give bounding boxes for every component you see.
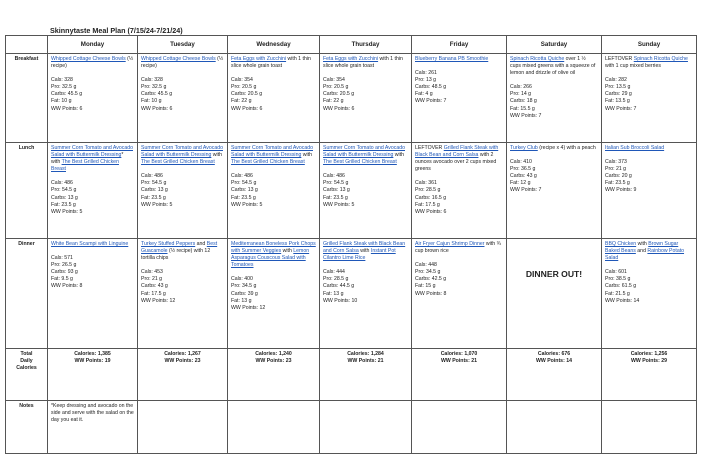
nutrition-line: Fat: 10 g [51, 98, 72, 105]
daily-ww-points: WW Points: 23 [255, 358, 292, 365]
notes-cell [320, 401, 412, 454]
nutrition-line: Carbs: 48.5 g [415, 84, 447, 91]
meal-note: with ¾ cup brown rice [415, 241, 501, 255]
nutrition-line: Cals: 354 [323, 77, 345, 84]
nutrition-line: WW Points: 10 [323, 297, 358, 304]
nutrition-line: Fat: 13 g [323, 290, 344, 297]
daily-total-cell [507, 349, 602, 401]
meal-note: with [358, 248, 371, 255]
nutrition-line: Pro: 54.5 g [141, 180, 167, 187]
nutrition-line: Pro: 36.5 g [510, 166, 536, 173]
recipe-link[interactable]: Spinach Ricotta Quiche [633, 56, 688, 62]
meal-note: with 1 thin slice whole grain toast [323, 56, 403, 70]
nutrition-line: Carbs: 13 g [141, 187, 168, 194]
spacer [141, 166, 224, 173]
nutrition-line: Fat: 23.5 g [605, 180, 630, 187]
nutrition-line: Carbs: 13 g [323, 187, 350, 194]
spacer [510, 152, 598, 159]
nutrition-line: Cals: 486 [231, 173, 253, 180]
notes-cell [412, 401, 507, 454]
recipe-link[interactable]: Turkey Stuffed Peppers [141, 241, 196, 247]
nutrition-line: Cals: 486 [323, 173, 345, 180]
lunch-cell [320, 143, 412, 239]
meal-note: with [393, 152, 405, 159]
meal-description [231, 241, 316, 269]
breakfast-cell [602, 54, 697, 143]
nutrition-line: Pro: 28.5 g [323, 276, 349, 283]
meal-description [231, 56, 316, 70]
recipe-link[interactable]: Italian Sub Broccoli Salad [605, 145, 665, 151]
spacer [510, 77, 598, 84]
notes-row [6, 401, 697, 454]
dinner-cell [228, 239, 320, 349]
daily-calories: Calories: 1,256 [630, 351, 668, 357]
breakfast-cell [48, 54, 138, 143]
nutrition-line: Cals: 410 [510, 159, 532, 166]
nutrition-line: WW Points: 6 [415, 208, 447, 215]
daily-ww-points: WW Points: 23 [164, 358, 201, 365]
nutrition-line: WW Points: 6 [51, 105, 83, 112]
nutrition-line: Carbs: 39 g [231, 290, 258, 297]
nutrition-line: Fat: 17.5 g [141, 290, 166, 297]
meal-note: over 1 ½ cups mixed greens with a squeeze of lemon and drizzle of olive oil [510, 56, 596, 77]
row-label-breakfast: Breakfast [6, 54, 48, 143]
spacer [605, 152, 693, 159]
spacer [51, 248, 134, 255]
daily-calories: Calories: 1,284 [347, 351, 384, 357]
notes-cell [507, 401, 602, 454]
spacer [141, 70, 224, 77]
nutrition-line: WW Points: 5 [323, 201, 355, 208]
meal-description [605, 145, 693, 152]
nutrition-line: Carbs: 43 g [141, 283, 168, 290]
nutrition-line: Carbs: 16.5 g [415, 194, 447, 201]
dinner-out-label: DINNER OUT! [525, 269, 583, 279]
daily-total-cell [228, 349, 320, 401]
meal-description [415, 56, 503, 63]
row-label-dinner: Dinner [6, 239, 48, 349]
nutrition-line: Pro: 38.5 g [605, 276, 631, 283]
meal-description [141, 241, 224, 262]
notes-cell [138, 401, 228, 454]
meal-note: with [636, 241, 649, 247]
spacer [231, 70, 316, 77]
lunch-cell [507, 143, 602, 239]
page-title: Skinnytaste Meal Plan (7/15/24-7/21/24) [50, 26, 183, 35]
nutrition-line: Pro: 21 g [141, 276, 163, 283]
day-header: Saturday [507, 36, 602, 54]
meal-plan-table [5, 35, 697, 454]
dinner-cell [602, 239, 697, 349]
breakfast-cell [228, 54, 320, 143]
meal-description [51, 241, 134, 248]
lunch-cell [412, 143, 507, 239]
nutrition-line: WW Points: 7 [510, 112, 542, 119]
notes-cell [602, 401, 697, 454]
meal-note: (½ recipe) [51, 56, 134, 70]
nutrition-line: Carbs: 61.5 g [605, 283, 637, 290]
nutrition-line: Cals: 266 [510, 84, 532, 91]
recipe-link[interactable]: Summer Corn Tomato and Avocado Salad with Buttermilk Dressing [323, 145, 405, 159]
total-label-line: Calories [16, 365, 37, 372]
breakfast-cell [138, 54, 228, 143]
recipe-link[interactable]: Lemon Asparagus Couscous Salad with Tomatoes [231, 248, 310, 269]
spacer [231, 269, 316, 276]
meal-description [510, 56, 598, 77]
spacer [323, 262, 408, 269]
dinner-cell [507, 239, 602, 349]
meal-note: with 1 thin slice whole grain toast [231, 56, 311, 70]
nutrition-line: Pro: 20.5 g [231, 84, 257, 91]
nutrition-line: Fat: 13.5 g [605, 98, 630, 105]
nutrition-line: WW Points: 14 [605, 297, 640, 304]
breakfast-cell [507, 54, 602, 143]
lunch-cell [138, 143, 228, 239]
nutrition-line: Fat: 23.5 g [323, 194, 348, 201]
recipe-link[interactable]: Grilled Flank Steak with Black Bean and Corn Salsa [415, 145, 499, 159]
nutrition-line: Fat: 4 g [415, 91, 433, 98]
day-header: Thursday [320, 36, 412, 54]
nutrition-line: Pro: 34.5 g [415, 269, 441, 276]
daily-ww-points: WW Points: 14 [535, 358, 573, 365]
nutrition-line: Carbs: 45.5 g [141, 91, 173, 98]
meal-note: * with [51, 152, 124, 166]
nutrition-line: Fat: 13 g [231, 297, 252, 304]
meal-note: with 2 ounces avocado over 2 cups mixed greens [415, 152, 497, 173]
nutrition-line: Pro: 54.5 g [323, 180, 349, 187]
nutrition-line: Carbs: 45.5 g [51, 91, 83, 98]
nutrition-line: Pro: 34.5 g [231, 283, 257, 290]
daily-calories: Calories: 1,240 [255, 351, 292, 357]
nutrition-line: WW Points: 6 [231, 105, 263, 112]
meal-description [141, 56, 224, 70]
spacer [605, 70, 693, 77]
spacer [323, 70, 408, 77]
nutrition-line: Pro: 32.5 g [51, 84, 77, 91]
nutrition-line: Carbs: 20.5 g [231, 91, 263, 98]
nutrition-line: Cals: 361 [415, 180, 437, 187]
recipe-link[interactable]: Summer Corn Tomato and Avocado Salad with Buttermilk Dressing [141, 145, 223, 159]
nutrition-line: WW Points: 5 [51, 208, 83, 215]
nutrition-line: Carbs: 20 g [605, 173, 632, 180]
meal-description [51, 56, 134, 70]
meal-description [231, 145, 316, 166]
total-row [6, 349, 697, 401]
nutrition-line: WW Points: 7 [605, 105, 637, 112]
meal-note: (½ recipe) [141, 56, 224, 70]
meal-note: and [635, 248, 648, 255]
nutrition-line: Pro: 32.5 g [141, 84, 167, 91]
recipe-link[interactable]: White Bean Scampi with Linguine [51, 241, 129, 247]
corner-cell [6, 36, 48, 54]
nutrition-line: Fat: 17.5 g [415, 201, 440, 208]
recipe-link[interactable]: Feta Eggs with Zucchini [231, 56, 287, 62]
recipe-link[interactable]: Whipped Cottage Cheese Bowls [51, 56, 126, 62]
nutrition-line: Fat: 15 g [415, 283, 436, 290]
daily-calories: Calories: 1,070 [440, 351, 478, 357]
nutrition-line: Pro: 54.5 g [231, 180, 257, 187]
dinner-cell [48, 239, 138, 349]
recipe-link[interactable]: Instant Pot Cilantro Lime Rice [323, 248, 396, 262]
nutrition-line: Cals: 354 [231, 77, 253, 84]
dinner-cell [320, 239, 412, 349]
nutrition-line: Pro: 28.5 g [415, 187, 441, 194]
lunch-cell [48, 143, 138, 239]
recipe-link[interactable]: The Best Grilled Chicken Breast [141, 159, 215, 166]
nutrition-line: Fat: 22 g [231, 98, 252, 105]
daily-calories: Calories: 1,385 [74, 351, 111, 357]
leftover-label: LEFTOVER [415, 145, 444, 151]
spacer [141, 262, 224, 269]
daily-ww-points: WW Points: 21 [440, 358, 478, 365]
meal-note: with 1 cup mixed berries [605, 63, 661, 70]
notes-cell [228, 401, 320, 454]
lunch-cell [602, 143, 697, 239]
nutrition-line: Carbs: 20.5 g [323, 91, 355, 98]
nutrition-line: WW Points: 7 [415, 98, 447, 105]
breakfast-cell [320, 54, 412, 143]
nutrition-line: Cals: 453 [141, 269, 163, 276]
meal-note: with [281, 248, 294, 255]
row-label-total [6, 349, 48, 401]
nutrition-line: Carbs: 93 g [51, 269, 78, 276]
nutrition-line: Cals: 486 [141, 173, 163, 180]
nutrition-line: Cals: 328 [51, 77, 73, 84]
nutrition-line: Fat: 22 g [323, 98, 344, 105]
meal-description [323, 56, 408, 70]
nutrition-line: Carbs: 42.5 g [415, 276, 447, 283]
nutrition-line: Fat: 15.5 g [510, 105, 535, 112]
nutrition-line: WW Points: 8 [51, 283, 83, 290]
spacer [415, 173, 503, 180]
nutrition-line: Cals: 373 [605, 159, 627, 166]
daily-total-cell [320, 349, 412, 401]
nutrition-line: Cals: 261 [415, 70, 437, 77]
nutrition-line: WW Points: 6 [141, 105, 173, 112]
recipe-link[interactable]: Summer Corn Tomato and Avocado Salad with Buttermilk Dressing [51, 145, 133, 159]
row-label-lunch: Lunch [6, 143, 48, 239]
nutrition-line: WW Points: 12 [141, 297, 176, 304]
nutrition-line: Carbs: 13 g [51, 194, 78, 201]
nutrition-line: Fat: 10 g [141, 98, 162, 105]
spacer [231, 166, 316, 173]
recipe-link[interactable]: The Best Grilled Chicken Breast [231, 159, 305, 166]
nutrition-line: Carbs: 13 g [231, 187, 258, 194]
nutrition-line: Fat: 21.5 g [605, 290, 630, 297]
recipe-link[interactable]: Feta Eggs with Zucchini [323, 56, 379, 62]
nutrition-line: Pro: 54.5 g [51, 187, 77, 194]
spacer [323, 166, 408, 173]
meal-note: (½ recipe) with 12 tortilla chips [141, 248, 211, 262]
nutrition-line: Pro: 14 g [510, 91, 532, 98]
meal-description [51, 145, 134, 173]
lunch-row [6, 143, 697, 239]
nutrition-line: Pro: 21 g [605, 166, 627, 173]
recipe-link[interactable]: The Best Grilled Chicken Breast [51, 159, 119, 173]
nutrition-line: Carbs: 43 g [510, 173, 537, 180]
nutrition-line: WW Points: 5 [231, 201, 263, 208]
recipe-link[interactable]: Whipped Cottage Cheese Bowls [141, 56, 216, 62]
total-label-line: Daily [20, 358, 33, 365]
lunch-cell [228, 143, 320, 239]
recipe-link[interactable]: Best Guacamole [141, 241, 218, 255]
day-header: Tuesday [138, 36, 228, 54]
nutrition-line: Fat: 12 g [510, 180, 531, 187]
recipe-link[interactable]: Blueberry Banana PB Smoothie [415, 56, 489, 62]
daily-total-cell [602, 349, 697, 401]
nutrition-line: WW Points: 5 [141, 201, 173, 208]
recipe-link[interactable]: Grilled Flank Steak with Black Bean and Corn Salsa [323, 241, 406, 255]
daily-ww-points: WW Points: 19 [74, 358, 111, 365]
notes-cell: *Keep dressing and avocado on the side and serve with the salad on the day you eat it. [48, 401, 138, 454]
nutrition-line: Pro: 26.5 g [51, 262, 77, 269]
daily-calories: Calories: 1,267 [164, 351, 201, 357]
nutrition-line: Cals: 448 [415, 262, 437, 269]
leftover-label: LEFTOVER [605, 56, 634, 62]
day-header: Wednesday [228, 36, 320, 54]
meal-note: (recipe x 4) with a peach [537, 145, 596, 151]
nutrition-line: WW Points: 9 [605, 187, 637, 194]
day-header: Friday [412, 36, 507, 54]
meal-description [323, 241, 408, 262]
nutrition-line: Cals: 444 [323, 269, 345, 276]
nutrition-line: Fat: 9.5 g [51, 276, 73, 283]
daily-ww-points: WW Points: 29 [630, 358, 668, 365]
nutrition-line: Cals: 282 [605, 77, 627, 84]
dinner-cell [138, 239, 228, 349]
dinner-cell [412, 239, 507, 349]
nutrition-line: Cals: 486 [51, 180, 73, 187]
meal-note: with [211, 152, 223, 159]
nutrition-line: Pro: 20.5 g [323, 84, 349, 91]
nutrition-line: Cals: 571 [51, 255, 73, 262]
dinner-row [6, 239, 697, 349]
nutrition-line: Cals: 601 [605, 269, 627, 276]
breakfast-cell [412, 54, 507, 143]
recipe-link[interactable]: Brown Sugar Baked Beans [605, 241, 679, 255]
nutrition-line: WW Points: 6 [323, 105, 355, 112]
meal-description [415, 145, 503, 173]
meal-description [605, 241, 693, 262]
recipe-link[interactable]: Rainbow Potato Salad [605, 248, 685, 262]
recipe-link[interactable]: Mediterranean Boneless Pork Chops with Summer Veggies [231, 241, 316, 255]
daily-total-cell [412, 349, 507, 401]
recipe-link[interactable]: Summer Corn Tomato and Avocado Salad with Buttermilk Dressing [231, 145, 313, 159]
recipe-link[interactable]: Turkey Club [510, 145, 538, 151]
nutrition-line: Fat: 23.5 g [141, 194, 166, 201]
spacer [51, 70, 134, 77]
recipe-link[interactable]: The Best Grilled Chicken Breast [323, 159, 397, 166]
spacer [605, 262, 693, 269]
daily-calories: Calories: 676 [537, 351, 571, 357]
nutrition-line: Carbs: 29 g [605, 91, 632, 98]
spacer [415, 63, 503, 70]
nutrition-line: WW Points: 8 [415, 290, 447, 297]
nutrition-line: Fat: 23.5 g [51, 201, 76, 208]
meal-note: and [195, 241, 207, 247]
spacer [415, 255, 503, 262]
nutrition-line: WW Points: 7 [510, 187, 542, 194]
nutrition-line: Cals: 400 [231, 276, 253, 283]
day-header: Monday [48, 36, 138, 54]
spacer [51, 173, 134, 180]
recipe-link[interactable]: Spinach Ricotta Quiche [510, 56, 565, 62]
nutrition-line: Carbs: 18 g [510, 98, 537, 105]
row-label-notes: Notes [6, 401, 48, 454]
recipe-link[interactable]: Air Fryer Cajun Shrimp Dinner [415, 241, 485, 247]
meal-description [415, 241, 503, 255]
breakfast-row [6, 54, 697, 143]
daily-total-cell [48, 349, 138, 401]
daily-total-cell [138, 349, 228, 401]
header-row [6, 36, 697, 54]
recipe-link[interactable]: BBQ Chicken [605, 241, 637, 247]
nutrition-line: Fat: 23.5 g [231, 194, 256, 201]
nutrition-line: Cals: 328 [141, 77, 163, 84]
meal-description [510, 145, 598, 152]
nutrition-line: Carbs: 44.5 g [323, 283, 355, 290]
nutrition-line: Pro: 13.5 g [605, 84, 631, 91]
nutrition-line: Pro: 13 g [415, 77, 437, 84]
nutrition-line: WW Points: 12 [231, 304, 266, 311]
meal-description [141, 145, 224, 166]
meal-description [323, 145, 408, 166]
total-label-line: Total [20, 351, 33, 357]
day-header: Sunday [602, 36, 697, 54]
meal-description [605, 56, 693, 70]
daily-ww-points: WW Points: 21 [347, 358, 384, 365]
meal-note: with [301, 152, 313, 159]
